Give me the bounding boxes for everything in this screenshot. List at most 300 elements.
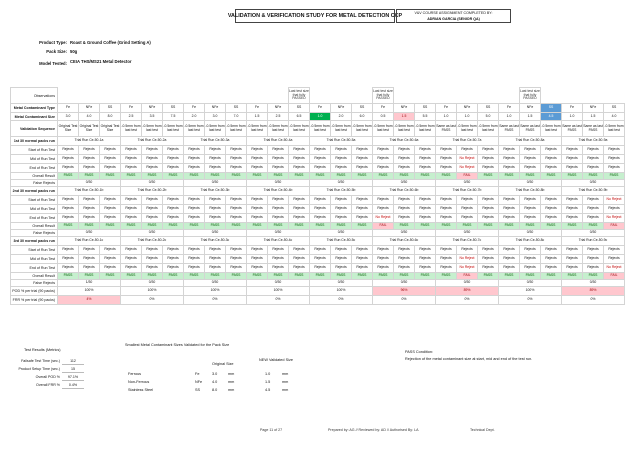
contaminant-type: SS [604,104,625,113]
overall-result: PASS [58,223,79,230]
contaminant-name: Non-Ferrous [128,380,150,384]
test-result: Rejects [163,255,184,264]
overall-result: PASS [184,223,205,230]
test-result: Rejects [247,255,268,264]
observation-empty [331,88,352,104]
trial-run-header: Trial Run Ce-50-3a [184,137,247,146]
validation-step: -0.5mm from last test [142,121,163,137]
observation-note: Last test size that fully PASSED [289,88,310,104]
pod-value: 100% [247,287,310,296]
test-result: Rejects [79,205,100,214]
overall-result: PASS [415,223,436,230]
pod-value: 100% [121,287,184,296]
department: Technical Dept. [470,428,495,432]
false-rejects-label: False Rejects [11,180,58,187]
new-size-header: NEW Validated Size [259,358,293,362]
test-result: Rejects [457,196,478,205]
overall-result: PASS [604,173,625,180]
overall-result: PASS [436,173,457,180]
test-result: Rejects [394,146,415,155]
trial-run-header: Trial Run Ce-50-3b [184,187,247,196]
test-result: Rejects [184,196,205,205]
test-result: Rejects [478,205,499,214]
run-label: 2nd 30 normal packs run [11,187,58,196]
metric-value: 0.4% [62,381,84,389]
test-result: Rejects [583,155,604,164]
test-result: Rejects [205,164,226,173]
observation-empty [184,88,205,104]
test-result: Rejects [415,246,436,255]
overall-result: FAIL [604,223,625,230]
false-rejects-label: False Rejects [11,280,58,287]
test-result: Rejects [247,155,268,164]
validation-step: -0.5mm from last test [541,121,562,137]
new-validated-size: 1.0 [265,372,271,376]
contaminant-abbr: SS [195,388,201,392]
contaminant-size: 1.0 [310,113,331,121]
overall-result: PASS [310,173,331,180]
test-result: Rejects [520,246,541,255]
pod-value: 96% [373,287,436,296]
false-rejects: 0/30 [373,280,436,287]
pod-value: 100% [58,287,121,296]
contaminant-size: 4.0 [79,113,100,121]
test-result: Rejects [478,255,499,264]
trial-run-header: Trial Run Ce-50-9a [562,137,625,146]
test-result: Rejects [247,205,268,214]
validation-step: -0.5mm from last test [226,121,247,137]
test-result: Rejects [562,246,583,255]
test-result: Rejects [79,246,100,255]
test-result: Rejects [184,264,205,273]
observation-empty [352,88,373,104]
overall-result: PASS [226,173,247,180]
trial-run-header: Trial Run Ce-50-8b [499,187,562,196]
test-result: Rejects [583,246,604,255]
metrics-heading: Test Results (Metrics) [24,348,61,352]
overall-result: PASS [163,273,184,280]
test-result: Rejects [310,196,331,205]
overall-result: PASS [373,273,394,280]
contaminant-size: 1.5 [247,113,268,121]
test-result: Rejects [352,214,373,223]
overall-result: PASS [310,223,331,230]
contaminant-type: Fe [58,104,79,113]
test-result: Rejects [100,205,121,214]
validation-step: Same as last PASS [499,121,520,137]
observation-empty [247,88,268,104]
test-result: Rejects [436,246,457,255]
contaminant-type: SS [541,104,562,113]
test-result: Rejects [268,246,289,255]
contaminant-type: Fe [310,104,331,113]
test-result: Rejects [499,214,520,223]
test-result: Rejects [142,196,163,205]
test-result: Rejects [604,164,625,173]
validation-step: -0.5mm from last test [121,121,142,137]
test-result: Rejects [289,164,310,173]
overall-result: PASS [268,223,289,230]
test-result: Rejects [247,214,268,223]
observation-empty [142,88,163,104]
overall-result: PASS [520,173,541,180]
test-result: Rejects [499,255,520,264]
contaminant-type: SS [478,104,499,113]
test-result: Rejects [58,246,79,255]
test-result: Rejects [541,246,562,255]
test-result: Rejects [58,146,79,155]
test-result: Rejects [58,155,79,164]
test-result: Rejects [79,146,100,155]
test-result: Rejects [121,146,142,155]
test-result: Rejects [457,246,478,255]
trial-run-header: Trial Run Ce-50-6b [373,187,436,196]
test-result: Rejects [205,205,226,214]
test-result: Rejects [79,264,100,273]
test-result: Rejects [247,246,268,255]
overall-result: PASS [247,223,268,230]
run-label: 3rd 30 normal packs run [11,237,58,246]
contaminant-size: 0.5 [373,113,394,121]
test-result: Rejects [205,246,226,255]
metric-label: Product Setup Time (sec.) [18,366,60,371]
test-result: Rejects [100,264,121,273]
contaminant-size: 2.0 [184,113,205,121]
observation-empty [310,88,331,104]
test-result: Rejects [58,255,79,264]
test-result: Rejects [121,205,142,214]
test-result: Rejects [457,214,478,223]
overall-result: PASS [247,173,268,180]
validation-step: -0.5mm from last test [163,121,184,137]
test-result: Rejects [310,164,331,173]
overall-result: PASS [184,273,205,280]
contaminant-name: Ferrous [128,372,142,376]
test-result: Rejects [415,164,436,173]
test-result: Rejects [436,146,457,155]
trial-run-header: Trial Run Ce-50-8a [499,137,562,146]
test-result: Rejects [226,164,247,173]
contaminant-size: 1.5 [394,113,415,121]
test-result: Rejects [541,196,562,205]
overall-result: PASS [100,173,121,180]
test-result: Rejects [268,164,289,173]
test-result: Rejects [520,264,541,273]
test-result: Rejects [331,246,352,255]
trial-run-header: Trial Run Ce-50-4b [247,187,310,196]
contaminant-type: NFe [79,104,100,113]
original-size: 3.0 [212,372,218,376]
test-result: Rejects [520,146,541,155]
test-result: Rejects [184,205,205,214]
test-result: Rejects [289,146,310,155]
observation-empty [457,88,478,104]
test-result: Rejects [373,146,394,155]
overall-result: PASS [478,173,499,180]
frr-value: 0% [310,296,373,305]
test-result: Rejects [268,146,289,155]
overall-result: PASS [457,223,478,230]
overall-result: FAIL [457,173,478,180]
false-rejects: 0/30 [373,180,436,187]
validation-step: -0.5mm from last test [457,121,478,137]
observation-note: Last test size that fully PASSED [373,88,394,104]
test-result: Rejects [142,155,163,164]
test-result: Rejects [394,196,415,205]
overall-result: PASS [394,273,415,280]
end-test-label: End of Run Test [11,164,58,173]
overall-result: PASS [562,223,583,230]
test-result: Rejects [373,196,394,205]
test-result: Rejects [436,164,457,173]
observation-empty [415,88,436,104]
test-result: Rejects [604,246,625,255]
overall-result: PASS [79,173,100,180]
validation-step: -0.5mm from last test [394,121,415,137]
mid-test-label: Mid of Run Test [11,205,58,214]
test-result: Rejects [331,155,352,164]
contaminant-type: SS [415,104,436,113]
false-rejects: 0/30 [436,280,499,287]
observation-empty [583,88,604,104]
test-result: Rejects [562,164,583,173]
false-rejects: 1/30 [58,280,121,287]
observation-empty [541,88,562,104]
test-result: Rejects [268,214,289,223]
test-result: Rejects [352,155,373,164]
overall-result: PASS [205,173,226,180]
test-result: Rejects [184,155,205,164]
test-result: Rejects [394,246,415,255]
overall-result-label: Overall Result [11,173,58,180]
test-result: Rejects [310,146,331,155]
new-size-unit: mm [282,372,289,376]
test-result: Rejects [583,196,604,205]
contaminant-size: 6.0 [352,113,373,121]
false-rejects: 0/30 [562,180,625,187]
metric-value: 97.1% [62,373,84,381]
frr-value: 0% [499,296,562,305]
overall-result: PASS [352,173,373,180]
contaminant-type: Fe [562,104,583,113]
test-result: No Reject [457,255,478,264]
test-result: Rejects [121,264,142,273]
validation-step: -0.5mm from last test [415,121,436,137]
test-result: Rejects [478,264,499,273]
contaminant-size-label: Metal Contaminant Size [11,113,58,121]
pod-value: 100% [184,287,247,296]
test-result: Rejects [58,205,79,214]
original-size: 8.0 [212,388,218,392]
mid-test-label: Mid of Run Test [11,255,58,264]
test-result: Rejects [121,214,142,223]
test-result: Rejects [415,205,436,214]
test-result: Rejects [415,255,436,264]
overall-result: PASS [352,273,373,280]
overall-result: PASS [121,223,142,230]
test-result: Rejects [205,214,226,223]
test-result: Rejects [331,196,352,205]
pack-size-value: 50g [70,49,78,54]
validation-step: -0.5mm from last test [247,121,268,137]
test-result: Rejects [331,264,352,273]
smallest-heading: Smallest Metal Contaminant Sizes Validated for the Pack Size [125,343,230,347]
test-result: Rejects [142,205,163,214]
model-value: CEIA THS/MS21 Metal Detector [70,59,132,64]
trial-run-header: Trial Run Ce-50-9b [562,187,625,196]
contaminant-size: 1.0 [457,113,478,121]
test-result: Rejects [541,214,562,223]
contaminant-type: NFe [520,104,541,113]
observation-empty [226,88,247,104]
test-result: Rejects [541,146,562,155]
trial-run-header: Trial Run Ce-50-1a [58,137,121,146]
false-rejects: 0/30 [184,230,247,237]
trial-run-header: Trial Run Ce-50-1c [58,237,121,246]
test-result: Rejects [289,205,310,214]
validation-step: -0.5mm from last test [310,121,331,137]
test-result: Rejects [310,264,331,273]
overall-result: PASS [331,173,352,180]
test-result: Rejects [79,155,100,164]
validation-step: -0.5mm from last test [268,121,289,137]
overall-result: PASS [499,173,520,180]
overall-result: PASS [142,173,163,180]
contaminant-size: 7.0 [226,113,247,121]
product-type-label: Product Type: [39,40,67,45]
test-result: Rejects [604,146,625,155]
test-result: No Reject [457,155,478,164]
test-result: Rejects [478,155,499,164]
false-rejects: 0/30 [436,230,499,237]
test-result: Rejects [436,214,457,223]
overall-result: PASS [163,223,184,230]
test-result: Rejects [121,155,142,164]
validation-step: -0.5mm from last test [604,121,625,137]
test-result: Rejects [373,205,394,214]
overall-result: PASS [247,273,268,280]
overall-result: PASS [394,173,415,180]
false-rejects: 0/30 [121,230,184,237]
test-result: Rejects [520,214,541,223]
test-result: Rejects [562,196,583,205]
contaminant-type: NFe [457,104,478,113]
contaminant-size: 7.5 [163,113,184,121]
test-result: Rejects [100,246,121,255]
test-result: Rejects [289,196,310,205]
report-title: VALIDATION & VERIFICATION STUDY FOR METAL DETECTION CCP [235,9,395,23]
overall-result: PASS [415,173,436,180]
original-size-unit: mm [228,388,235,392]
false-rejects: 0/30 [121,280,184,287]
contaminant-size: 3.0 [58,113,79,121]
overall-result: PASS [562,273,583,280]
overall-result: PASS [142,223,163,230]
pack-size-label: Pack Size: [46,49,67,54]
test-result: Rejects [373,155,394,164]
test-result: Rejects [226,214,247,223]
product-type-value: Roast & Ground Coffee (Grind Setting A) [70,40,151,45]
contaminant-type: Fe [499,104,520,113]
test-result: Rejects [331,214,352,223]
pod-value: 100% [310,287,373,296]
test-result: Rejects [520,155,541,164]
overall-result: PASS [268,173,289,180]
trial-run-header: Trial Run Ce-50-4a [247,137,310,146]
overall-result: PASS [58,173,79,180]
test-result: Rejects [142,146,163,155]
test-result: Rejects [79,214,100,223]
original-size-unit: mm [228,380,235,384]
test-result: Rejects [352,246,373,255]
validation-step: -0.5mm from last test [478,121,499,137]
contaminant-name: Stainless Steel [128,388,154,392]
test-result: Rejects [604,155,625,164]
mid-test-label: Mid of Run Test [11,155,58,164]
trial-run-header: Trial Run Ce-50-7a [436,137,499,146]
test-result: Rejects [415,155,436,164]
pass-condition-text: Rejection of the metal contaminant size at start, mid and end of the test run. [405,357,533,361]
test-result: Rejects [184,164,205,173]
assessor-name: ADRIAN GARCIA (SENIOR QA) [427,16,480,21]
test-result: Rejects [562,255,583,264]
overall-result: PASS [268,273,289,280]
overall-result: PASS [121,173,142,180]
validation-step: Original Test Size [58,121,79,137]
contaminant-type: Fe [436,104,457,113]
test-result: Rejects [436,255,457,264]
overall-result: PASS [331,273,352,280]
test-result: Rejects [394,255,415,264]
test-result: Rejects [478,196,499,205]
contaminant-type: SS [226,104,247,113]
overall-result: PASS [142,273,163,280]
metric-value: 112 [62,357,84,365]
validation-step: -0.5mm from last test [184,121,205,137]
trial-run-header: Trial Run Ce-50-8c [499,237,562,246]
contaminant-size: 1.0 [499,113,520,121]
observation-empty [100,88,121,104]
test-result: Rejects [436,264,457,273]
test-result: Rejects [100,146,121,155]
overall-result: PASS [520,273,541,280]
validation-step: Same as last PASS [436,121,457,137]
trial-run-header: Trial Run Ce-50-9c [562,237,625,246]
overall-result: PASS [562,173,583,180]
test-result: Rejects [562,155,583,164]
overall-result: PASS [205,223,226,230]
test-result: No Reject [604,264,625,273]
contaminant-type: NFe [394,104,415,113]
validation-sequence-label: Validation Sequence [11,121,58,137]
test-result: Rejects [247,146,268,155]
test-result: Rejects [205,155,226,164]
test-result: Rejects [100,196,121,205]
test-result: Rejects [478,164,499,173]
test-result: Rejects [604,255,625,264]
test-result: Rejects [121,246,142,255]
trial-run-header: Trial Run Ce-50-6a [373,137,436,146]
test-result: Rejects [583,146,604,155]
test-result: Rejects [247,196,268,205]
test-result: Rejects [394,214,415,223]
test-result: Rejects [205,196,226,205]
test-result: Rejects [499,146,520,155]
overall-result: PASS [100,223,121,230]
overall-result: PASS [289,173,310,180]
test-result: Rejects [205,264,226,273]
observation-empty [478,88,499,104]
